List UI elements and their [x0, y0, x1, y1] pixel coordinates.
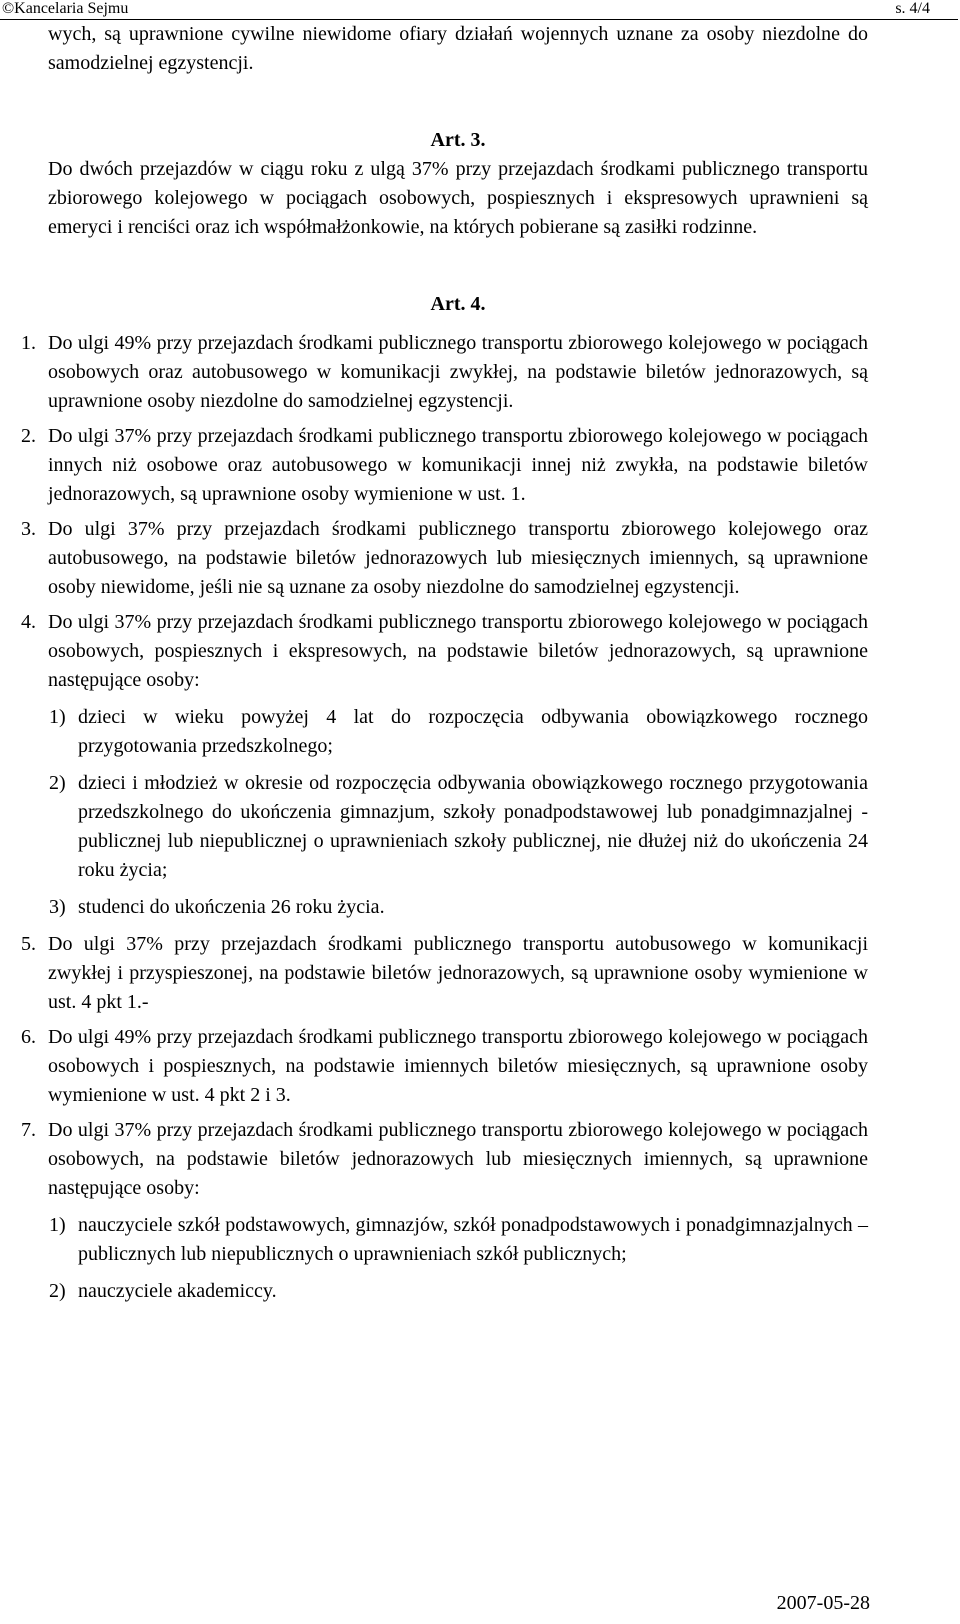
item-number: 3)	[49, 896, 66, 918]
paragraph-text: Do ulgi 37% przy przejazdach środkami publicznego transportu zbiorowego kolejowego w pociągach osobowych, pospiesznych i ekspresowych, na podstawie biletów jednorazowych, są uprawnione następujące osoby:	[48, 611, 868, 691]
p7-item-1	[49, 1211, 868, 1269]
art4-paragraph-7	[21, 1116, 868, 1203]
item-text: nauczyciele akademiccy.	[78, 1280, 277, 1302]
paragraph-number: 5.	[21, 933, 36, 955]
item-number: 1)	[49, 706, 66, 728]
paragraph-text: Do ulgi 37% przy przejazdach środkami publicznego transportu autobusowego w komunikacji zwykłej i przyspieszonej, na podstawie biletów jednorazowych, są uprawnione osoby wymienione w ust. 4 pkt 1.-	[48, 933, 868, 1013]
art4-paragraph-1	[21, 329, 868, 416]
art4-paragraph-2	[21, 422, 868, 509]
paragraph-number: 6.	[21, 1026, 36, 1048]
item-text: nauczyciele szkół podstawowych, gimnazjów, szkół ponadpodstawowych i ponadgimnazjalnych – publicznych lub niepublicznych o uprawnieniach szkół publicznych;	[78, 1214, 868, 1265]
item-text: dzieci i młodzież w okresie od rozpoczęcia odbywania obowiązkowego rocznego przygotowania przedszkolnego do ukończenia gimnazjum, szkoły ponadpodstawowej lub ponadgimnazjalnej - publicznej lub niepublicznej o uprawnieniach szkoły publicznej, nie dłużej niż do ukończenia 24 roku życia;	[78, 772, 868, 881]
item-text: studenci do ukończenia 26 roku życia.	[78, 896, 385, 918]
art4-paragraph-5	[21, 930, 868, 1017]
paragraph-number: 2.	[21, 425, 36, 447]
header-source: ©Kancelaria Sejmu	[2, 0, 129, 17]
paragraph-number: 4.	[21, 611, 36, 633]
art4-title: Art. 4.	[430, 293, 486, 315]
page-number: s. 4/4	[895, 0, 930, 17]
art3-text: Do dwóch przejazdów w ciągu roku z ulgą 37% przy przejazdach środkami publicznego transportu zbiorowego kolejowego w pociągach osobowych, pospiesznych i ekspresowych uprawnieni są emeryci i renciści oraz ich współmałżonkowie, na których pobierane są zasiłki rodzinne.	[48, 158, 868, 238]
p7-item-2	[49, 1277, 868, 1306]
paragraph-number: 7.	[21, 1119, 36, 1141]
art4-paragraph-4	[21, 608, 868, 695]
paragraph-text: Do ulgi 37% przy przejazdach środkami publicznego transportu zbiorowego kolejowego oraz autobusowego, na podstawie biletów jednorazowych lub miesięcznych imiennych, są uprawnione osoby niewidome, jeśli nie są uznane za osoby niezdolne do samodzielnej egzystencji.	[48, 518, 868, 598]
document-body	[21, 20, 868, 1314]
item-text: dzieci w wieku powyżej 4 lat do rozpoczęcia odbywania obowiązkowego rocznego przygotowania przedszkolnego;	[78, 706, 868, 757]
paragraph-text: Do ulgi 49% przy przejazdach środkami publicznego transportu zbiorowego kolejowego w pociągach osobowych i pospiesznych, na podstawie imiennych biletów miesięcznych, są uprawnione osoby wymienione w ust. 4 pkt 2 i 3.	[48, 1026, 868, 1106]
paragraph-text: Do ulgi 37% przy przejazdach środkami publicznego transportu zbiorowego kolejowego w pociągach osobowych, na podstawie biletów jednorazowych lub miesięcznych imiennych, są uprawnione następujące osoby:	[48, 1119, 868, 1199]
intro-paragraph: wych, są uprawnione cywilne niewidome ofiary działań wojennych uznane za osoby niezdolne do samodzielnej egzystencji.	[48, 23, 868, 74]
art4-paragraph-6	[21, 1023, 868, 1110]
document-date: 2007-05-28	[776, 1592, 870, 1614]
paragraph-number: 1.	[21, 332, 36, 354]
item-number: 2)	[49, 1280, 66, 1302]
p4-item-2	[49, 769, 868, 885]
item-number: 1)	[49, 1214, 66, 1236]
art3-title: Art. 3.	[430, 129, 486, 151]
paragraph-number: 3.	[21, 518, 36, 540]
paragraph-text: Do ulgi 37% przy przejazdach środkami publicznego transportu zbiorowego kolejowego w pociągach innych niż osobowe oraz autobusowego w komunikacji innej niż zwykła, na podstawie biletów jednorazowych, są uprawnione osoby wymienione w ust. 1.	[48, 425, 868, 505]
p4-item-1	[49, 703, 868, 761]
p4-item-3	[49, 893, 868, 922]
item-number: 2)	[49, 772, 66, 794]
art4-paragraph-3	[21, 515, 868, 602]
paragraph-text: Do ulgi 49% przy przejazdach środkami publicznego transportu zbiorowego kolejowego w pociągach osobowych oraz autobusowego w komunikacji zwykłej, na podstawie biletów jednorazowych, są uprawnione osoby niezdolne do samodzielnej egzystencji.	[48, 332, 868, 412]
